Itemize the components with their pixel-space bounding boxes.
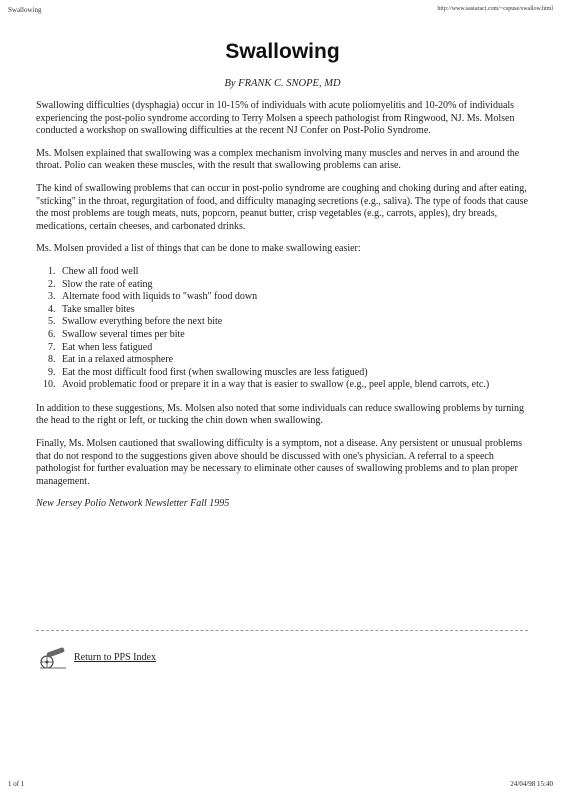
list-item: 1. Chew all food well [58, 266, 535, 279]
paragraph-mechanism: Ms. Molsen explained that swallowing was a complex mechanism involving many muscles and nerves in and around the throat. Polio can weaken these muscles, with the result that swallowing problems can arise. [36, 147, 520, 172]
return-link-row[interactable] [38, 644, 156, 670]
list-item: 3. Alternate food with liquids to "wash" food down [58, 291, 535, 304]
paragraph-caution: Finally, Ms. Molsen cautioned that swallowing difficulty is a symptom, not a disease. Any persistent or unusual problems that do not respond to the suggestions given above should be discussed with one's physician. A referral to a speech pathologist for further evaluation may be necessary to eliminate other causes of swallowing problems and to plan proper management. [36, 438, 523, 487]
cannon-icon[interactable] [38, 644, 68, 670]
byline: By FRANK C. SNOPE, MD [224, 78, 341, 89]
source-citation: New Jersey Polio Network Newsletter Fall 1995 [36, 498, 230, 510]
print-header-title: Swallowing [8, 6, 42, 14]
list-item: 10. Avoid problematic food or prepare it in a way that is easier to swallow (e.g., peel apple, blend carrots, etc.) [58, 379, 535, 392]
list-item: 5. Swallow everything before the next bite [58, 316, 535, 329]
paragraph-intro: Swallowing difficulties (dysphagia) occur in 10-15% of individuals with acute poliomyelitis and 10-20% of individuals experiencing the post-polio syndrome according to Terry Molsen a speech pathologist from Ringwood, NJ. Ms. Molsen conducted a workshop on swallowing difficulties at the recent NJ Confer on Post-Polio Syndrome. [36, 100, 515, 137]
list-item: 4. Take smaller bites [58, 304, 535, 317]
list-item: 2. Slow the rate of eating [58, 279, 535, 292]
list-item: 6. Swallow several times per bite [58, 329, 535, 342]
page-count: 1 of 1 [8, 780, 25, 788]
paragraph-list-intro: Ms. Molsen provided a list of things that can be done to make swallowing easier: [36, 243, 361, 255]
tips-list [36, 266, 535, 392]
print-date: 24/04/98 15:40 [510, 780, 553, 788]
list-item: 7. Eat when less fatigued [58, 342, 535, 355]
list-item: 9. Eat the most difficult food first (when swallowing muscles are less fatigued) [58, 367, 535, 380]
list-item: 8. Eat in a relaxed atmosphere [58, 354, 535, 367]
return-to-pps-index-link[interactable]: Return to PPS Index [74, 651, 156, 663]
paragraph-suggestions: In addition to these suggestions, Ms. Molsen also noted that some individuals can reduce swallowing problems by turning the head to the right or left, or tucking the chin down when swallowing. [36, 402, 524, 427]
article-body [36, 100, 535, 521]
paragraph-problems: The kind of swallowing problems that can occur in post-polio syndrome are coughing and choking during and after eating, "sticking" in the throat, regurgitation of food, and difficulty managing secretions (e.g., saliva). The type of foods that cause the most problems are tough meats, nuts, popcorn, peanut butter, crisp vegetables (e.g., carrots, apples), dry breads, medications, certain cheeses, and carbonated drinks. [36, 182, 528, 232]
print-header-url: http://www.sastaract.com/~cspuse/swallow.html [437, 6, 553, 12]
divider [36, 630, 528, 631]
page-title: Swallowing [225, 40, 340, 63]
